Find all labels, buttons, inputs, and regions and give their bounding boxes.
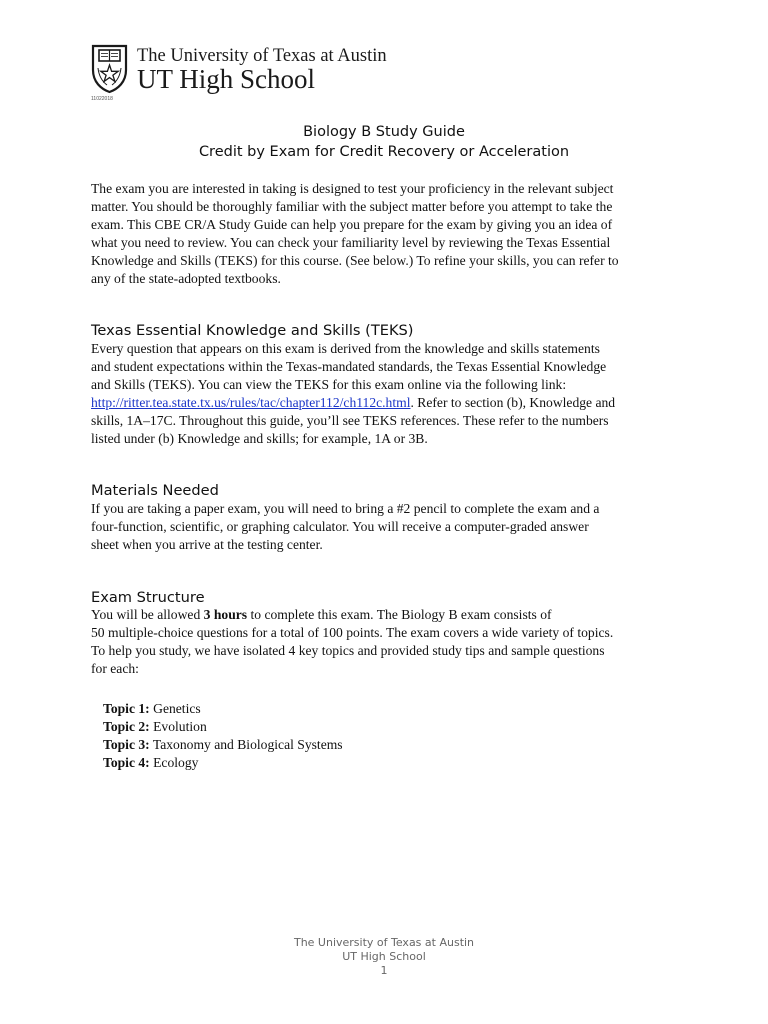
materials-paragraph: [91, 500, 681, 554]
university-name: The University of Texas at Austin: [137, 46, 387, 66]
topic-label: Topic 1:: [103, 701, 150, 716]
school-name: UT High School: [137, 64, 316, 94]
intro-line: Knowledge and Skills (TEKS) for this course. (See below.) To refine your skills, you can refer to: [91, 253, 619, 268]
teks-heading: Texas Essential Knowledge and Skills (TEKS): [91, 322, 414, 339]
intro-line: any of the state-adopted textbooks.: [91, 271, 281, 286]
structure-heading: Exam Structure: [91, 589, 205, 606]
intro-line: matter. You should be thoroughly familiar with the subject matter before you attempt to take the: [91, 199, 613, 214]
teks-paragraph: [91, 340, 681, 448]
page-number: 1: [380, 964, 388, 977]
topic-item: [103, 718, 343, 736]
document-title: Biology B Study Guide: [303, 124, 465, 140]
structure-text: You will be allowed: [91, 607, 204, 622]
intro-paragraph: [91, 180, 681, 288]
footer-school: UT High School: [342, 950, 426, 963]
footer: [0, 936, 768, 978]
topic-list: [103, 700, 343, 772]
teks-line: and student expectations within the Texas-mandated standards, the Texas Essential Knowledge: [91, 359, 607, 374]
structure-text: to complete this exam. The Biology B exam consists of: [247, 607, 552, 622]
exam-duration: 3 hours: [203, 607, 248, 622]
teks-line: Every question that appears on this exam is derived from the knowledge and skills statements: [91, 341, 600, 356]
materials-line: four-function, scientific, or graphing calculator. You will receive a computer-graded answer: [91, 519, 589, 534]
teks-line: listed under (b) Knowledge and skills; for example, 1A or 3B.: [91, 431, 428, 446]
structure-line: 50 multiple-choice questions for a total of 100 points. The exam covers a wide variety of topics.: [91, 625, 614, 640]
materials-line: sheet when you arrive at the testing center.: [91, 537, 323, 552]
document-subtitle: Credit by Exam for Credit Recovery or Acceleration: [198, 144, 570, 160]
topic-label: Topic 4:: [103, 755, 150, 770]
materials-heading: Materials Needed: [91, 482, 219, 499]
intro-line: The exam you are interested in taking is designed to test your proficiency in the relevant subject: [91, 181, 614, 196]
topic-item: [103, 736, 343, 754]
teks-link-after: . Refer to section (b), Knowledge and: [410, 395, 616, 410]
teks-link-line: [91, 394, 681, 412]
ut-shield-icon: [91, 44, 128, 94]
topic-label: Topic 2:: [103, 719, 150, 734]
structure-line: for each:: [91, 661, 139, 676]
topic-name: Ecology: [153, 755, 199, 770]
intro-line: what you need to review. You can check your familiarity level by reviewing the Texas Essential: [91, 235, 611, 250]
structure-line: [91, 606, 681, 624]
structure-line: To help you study, we have isolated 4 key topics and provided study tips and sample questions: [91, 643, 605, 658]
topic-item: [103, 754, 343, 772]
document-code: 11022018: [91, 96, 113, 102]
teks-line: and Skills (TEKS). You can view the TEKS for this exam online via the following link:: [91, 377, 567, 392]
footer-university: The University of Texas at Austin: [293, 936, 475, 949]
structure-paragraph: [91, 606, 681, 678]
topic-name: Taxonomy and Biological Systems: [152, 737, 343, 752]
intro-line: exam. This CBE CR/A Study Guide can help you prepare for the exam by giving you an idea of: [91, 217, 613, 232]
teks-line: skills, 1A–17C. Throughout this guide, you’ll see TEKS references. These refer to the numbers: [91, 413, 609, 428]
teks-link[interactable]: http://ritter.tea.state.tx.us/rules/tac/chapter112/ch112c.html: [91, 395, 411, 410]
topic-item: [103, 700, 343, 718]
materials-line: If you are taking a paper exam, you will need to bring a #2 pencil to complete the exam and a: [91, 501, 600, 516]
topic-name: Genetics: [153, 701, 201, 716]
topic-label: Topic 3:: [103, 737, 150, 752]
topic-name: Evolution: [153, 719, 207, 734]
